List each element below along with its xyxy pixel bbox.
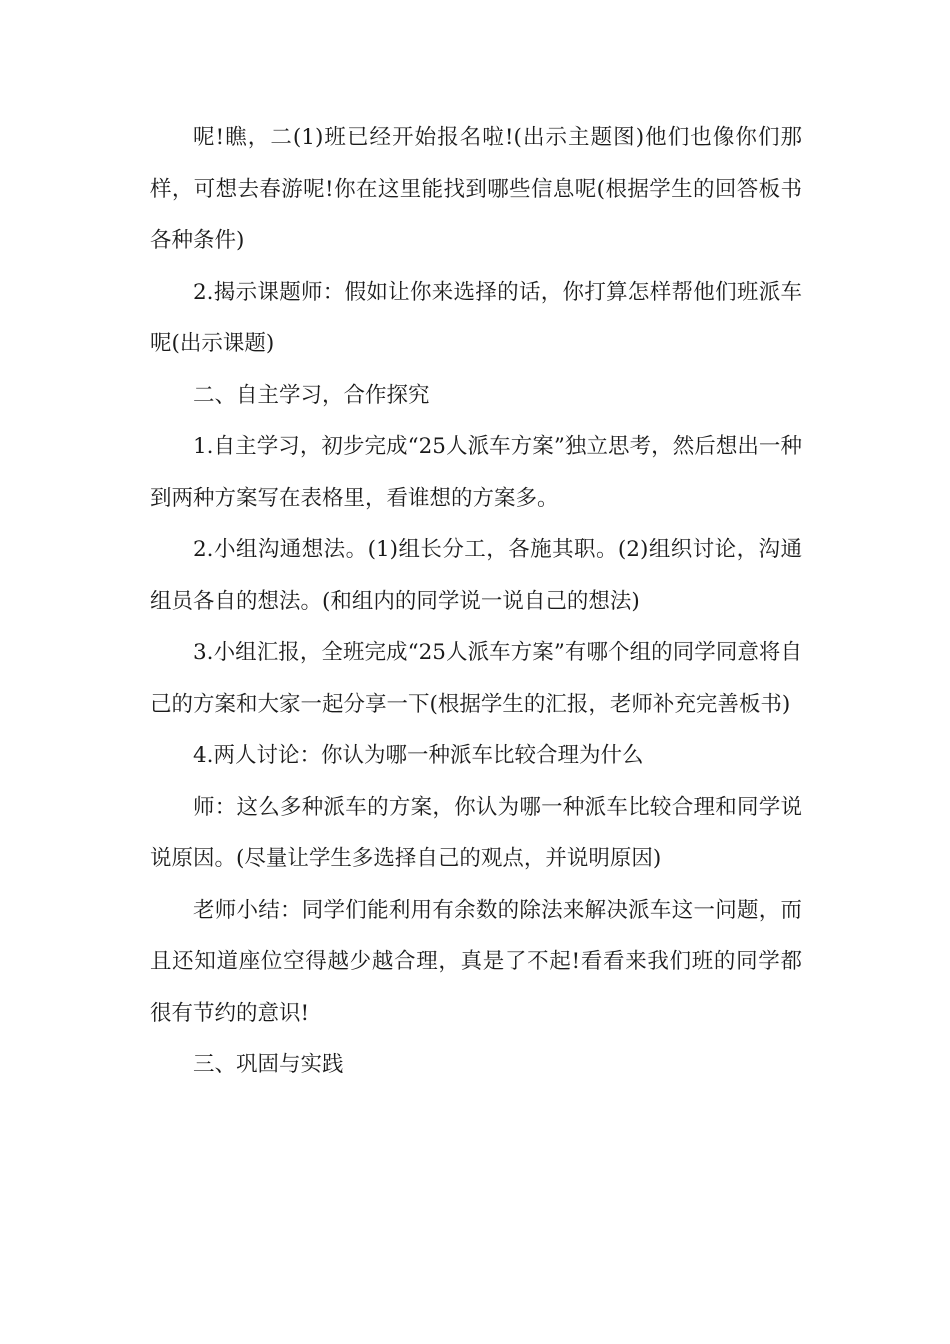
section-heading-practice: 三、巩固与实践: [193, 1052, 344, 1077]
paragraph-group-discussion: 2.小组沟通想法。(1)组长分工，各施其职。(2)组织讨论，沟通组员各自的想法。(和组内的同学说一说自己的想法): [150, 537, 802, 614]
document-body: [150, 112, 802, 1091]
paragraph-reveal-topic: 2.揭示课题师：假如让你来选择的话，你打算怎样帮他们班派车呢(出示课题): [150, 279, 802, 356]
paragraph-teacher-question: 师：这么多种派车的方案，你认为哪一种派车比较合理和同学说说原因。(尽量让学生多选择自己的观点，并说明原因): [150, 794, 802, 871]
paragraph-group-report: 3.小组汇报，全班完成“25人派车方案”有哪个组的同学同意将自己的方案和大家一起分享一下(根据学生的汇报，老师补充完善板书): [150, 640, 802, 717]
paragraph-self-study: 1.自主学习，初步完成“25人派车方案”独立思考，然后想出一种到两种方案写在表格里，看谁想的方案多。: [150, 434, 802, 511]
paragraph-teacher-summary: 老师小结：同学们能利用有余数的除法来解决派车这一问题，而且还知道座位空得越少越合理，真是了不起!看看来我们班的同学都很有节约的意识!: [150, 897, 802, 1026]
paragraph-registration-intro: 呢!瞧，二(1)班已经开始报名啦!(出示主题图)他们也像你们那样，可想去春游呢!你在这里能找到哪些信息呢(根据学生的回答板书各种条件): [150, 125, 802, 253]
section-heading-self-study: 二、自主学习，合作探究: [193, 382, 430, 408]
paragraph-pair-discussion: 4.两人讨论：你认为哪一种派车比较合理为什么: [193, 743, 644, 768]
